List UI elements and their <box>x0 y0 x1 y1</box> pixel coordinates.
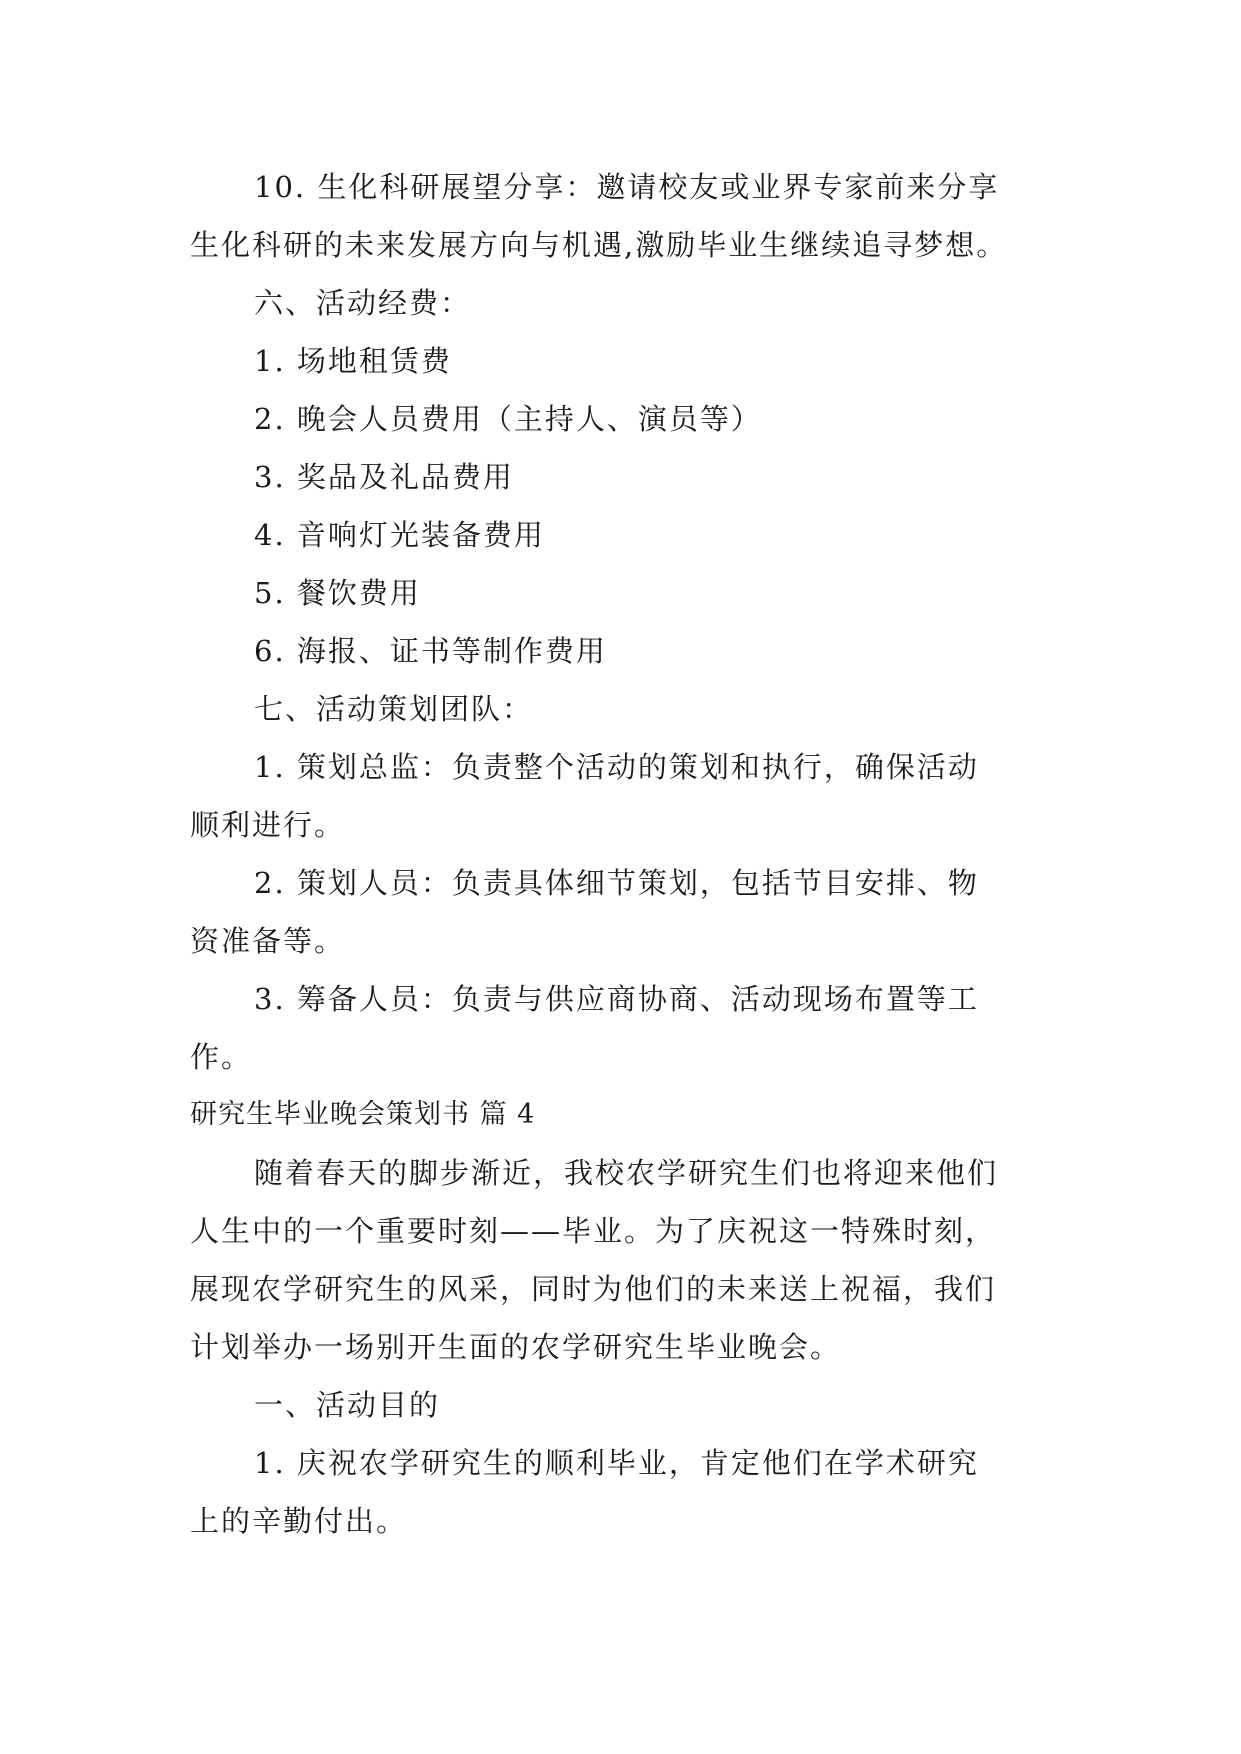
list-item: 3. 筹备人员：负责与供应商协商、活动现场布置等工 <box>254 982 979 1016</box>
list-item: 4. 音响灯光装备费用 <box>254 518 545 552</box>
list-item: 1. 场地租赁费 <box>254 344 452 378</box>
paragraph-line: 人生中的一个重要时刻——毕业。为了庆祝这一特殊时刻， <box>190 1214 997 1248</box>
list-item: 2. 晚会人员费用（主持人、演员等） <box>254 402 762 436</box>
list-item: 1. 策划总监：负责整个活动的策划和执行，确保活动 <box>254 750 979 784</box>
text-line: 生化科研的未来发展方向与机遇,激励毕业生继续追寻梦想。 <box>190 228 1008 262</box>
text-line: 作。 <box>190 1040 253 1074</box>
text-line: 顺利进行。 <box>190 808 346 842</box>
list-item: 5. 餐饮费用 <box>254 576 421 610</box>
paragraph-line: 随着春天的脚步渐近，我校农学研究生们也将迎来他们 <box>254 1156 999 1190</box>
list-item: 1. 庆祝农学研究生的顺利毕业，肯定他们在学术研究 <box>254 1446 979 1480</box>
section-heading: 一、活动目的 <box>254 1388 441 1422</box>
paragraph-line: 展现农学研究生的风采，同时为他们的未来送上祝福，我们 <box>190 1272 997 1306</box>
list-item: 6. 海报、证书等制作费用 <box>254 634 607 668</box>
paragraph-line: 计划举办一场别开生面的农学研究生毕业晚会。 <box>190 1330 842 1364</box>
document-body <box>190 158 1050 1550</box>
list-item: 3. 奖品及礼品费用 <box>254 460 514 494</box>
section-heading: 六、活动经费： <box>254 286 472 320</box>
text-line: 资准备等。 <box>190 924 346 958</box>
list-item: 2. 策划人员：负责具体细节策划，包括节目安排、物 <box>254 866 979 900</box>
article-title: 研究生毕业晚会策划书 篇 4 <box>190 1099 536 1130</box>
section-heading: 七、活动策划团队： <box>254 692 534 726</box>
text-line: 上的辛勤付出。 <box>190 1504 408 1538</box>
text-line: 10. 生化科研展望分享：邀请校友或业界专家前来分享 <box>254 170 1000 204</box>
